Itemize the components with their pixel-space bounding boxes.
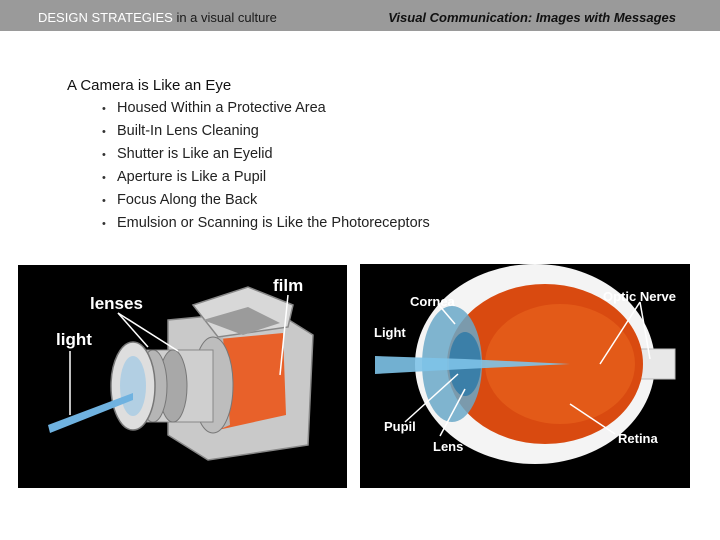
eye-label-lens: Lens [433,439,464,454]
bullet-text: Built-In Lens Cleaning [117,123,259,139]
camera-label-lenses: lenses [90,294,143,313]
bullet-item [102,169,430,192]
course-title [38,10,277,25]
bullet-dot-icon: • [102,103,106,115]
optic-nerve [640,349,675,379]
course-title-highlight: DESIGN STRATEGIES [38,10,173,25]
camera-cutaway-image [18,265,347,488]
eye-cross-section-image [360,264,690,488]
bullet-list [102,100,430,238]
bullet-item [102,146,430,169]
camera-label-light: light [56,330,92,349]
bullet-text: Focus Along the Back [117,192,258,208]
bullet-dot-icon: • [102,126,106,138]
chapter-title: Visual Communication: Images with Messages [388,10,676,25]
bullet-text: Aperture is Like a Pupil [117,169,267,185]
bullet-item [102,100,430,123]
bullet-dot-icon: • [102,172,106,184]
camera-illustration [18,265,347,488]
bullet-item [102,123,430,146]
bullet-dot-icon: • [102,218,106,230]
eye-label-retina: Retina [618,431,658,446]
bullet-item [102,215,430,238]
eye-illustration [360,264,690,488]
slide-header [0,0,720,31]
eye-label-light: Light [374,325,406,340]
eye-label-pupil: Pupil [384,419,416,434]
slide-title: A Camera is Like an Eye [67,77,232,94]
bullet-dot-icon: • [102,195,106,207]
bullet-text: Shutter is Like an Eyelid [117,146,273,162]
bullet-text: Housed Within a Protective Area [117,100,326,116]
front-glass [120,356,146,416]
camera-label-film: film [273,276,304,295]
bullet-dot-icon: • [102,149,106,161]
bullet-text: Emulsion or Scanning is Like the Photoreceptors [117,215,430,231]
course-title-rest: in a visual culture [172,10,277,25]
eye-label-cornea: Cornea [410,294,455,309]
bullet-item [102,192,430,215]
eye-label-optic-nerve: Optic Nerve [603,289,676,304]
